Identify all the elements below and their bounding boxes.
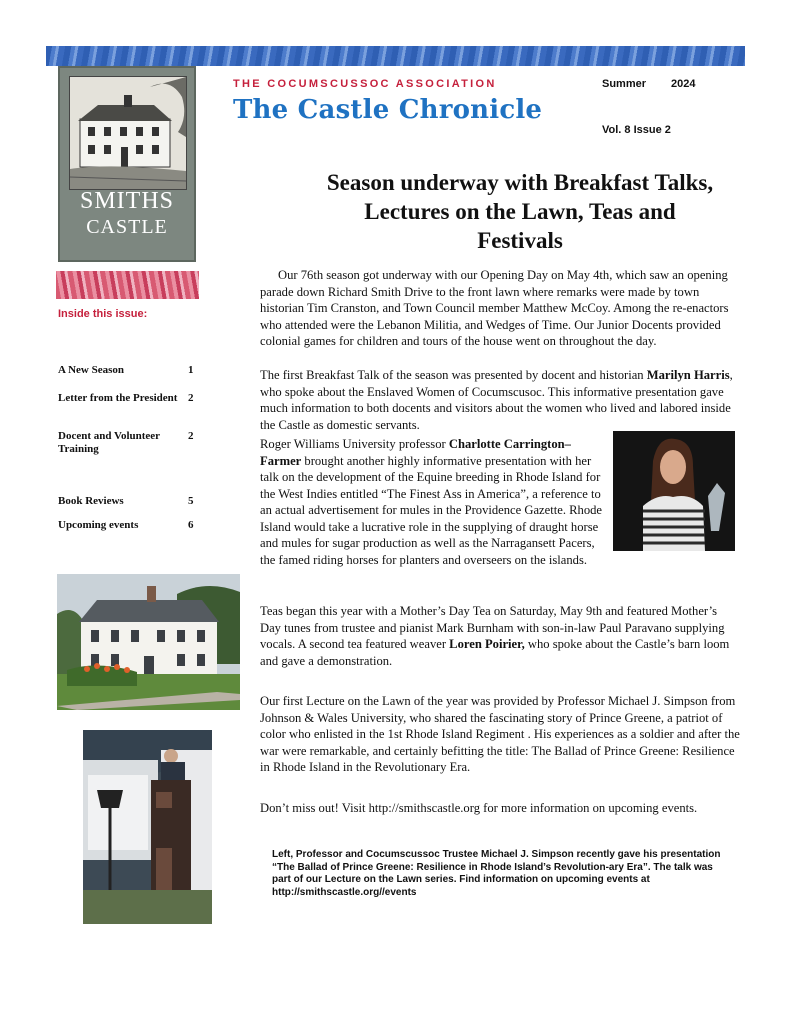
issue-season: Summer [602, 78, 647, 90]
article-paragraph: Our first Lecture on the Lawn of the year was provided by Professor Michael J. Simpson from Johnson & Wales University, who shared the fascinating story of Prince Greene, a patriot of color who enlisted in the 1st Rhode Island Regiment . His experiences as a soldier and after the war were remarkable, and certainly befitting the title: The Ballad of Prince Greene: Resilience in Rhode Island in the Revolutionary Era. [260, 694, 740, 774]
logo-text-line1: SMITHS [79, 188, 175, 214]
toc-item-page: 2 [188, 430, 194, 442]
lecture-speaker-photo [83, 730, 212, 924]
logo-text-line2: CASTLE [86, 216, 168, 238]
speaker-portrait-photo [613, 431, 735, 551]
toc-item-page: 1 [188, 364, 194, 376]
issue-volume: Vol. 8 Issue 2 [602, 124, 671, 136]
speaker-name: Charlotte Carrington–Farmer [260, 437, 571, 468]
paragraph-text: brought another highly informative presentation with her talk on the development of the Equine breeding in Rhode Island for the West Indies entitled “The Finest Ass in America”, a reference to an actual advertisement for mules in the Providence Gazette. Rhode Island would take a lucrative role in the supplying of draught horse and mules for sugar production as well as the Narragansett Pacers, the famed riding horses for planters and overseers on the islands. [260, 453, 603, 567]
toc-item-page: 2 [188, 392, 194, 404]
issue-year: 2024 [671, 78, 696, 90]
paragraph-text: , who spoke about the Enslaved Women of Cocumscusoc. This informative presentation gave much information to both docents and visitors about the women who lived and labored inside the Castle as domestic servants. [260, 368, 733, 432]
article-headline: Season underway with Breakfast Talks, Lectures on the Lawn, Teas and Festivals [326, 170, 714, 253]
inside-issue-heading: Inside this issue: [58, 308, 148, 320]
photo-caption: Left, Professor and Cocumscussoc Trustee Michael J. Simpson recently gave his presentation “The Ballad of Prince Greene: Resilience in Rhode Island’s Revolution-ary Era”. The talk was part of our Lecture on the Lawn series. Find information on upcoming events at http://smithscastle.org//events [272, 849, 721, 898]
decorative-top-band [46, 46, 745, 66]
toc-item-page: 5 [188, 495, 194, 507]
article-paragraph [260, 603, 737, 669]
article-paragraph[interactable]: Don’t miss out! Visit http://smithscastle.org for more information on upcoming events. [260, 801, 698, 815]
smiths-castle-house-photo [57, 574, 240, 710]
newsletter-title: The Castle Chronicle [233, 95, 543, 125]
toc-item-label[interactable]: Docent and Volunteer Training [58, 430, 160, 455]
toc-item-label[interactable]: Book Reviews [58, 495, 124, 507]
paragraph-text: who spoke about the Castle’s barn loom and gave a demonstration. [260, 637, 730, 668]
speaker-name: Loren Poirier, [449, 637, 525, 651]
paragraph-text: Teas began this year with a Mother’s Day Tea on Saturday, May 9th and featured Mother’s Day tunes from trustee and pianist Mark Burnham with son-in-law Paul Paravano supplying vocals. A second tea featured weaver [260, 604, 725, 651]
toc-item-label[interactable]: Letter from the President [58, 392, 178, 404]
toc-item-label[interactable]: Upcoming events [58, 519, 139, 531]
toc-item-label[interactable]: A New Season [58, 364, 125, 376]
article-paragraph [260, 367, 737, 433]
article-paragraph: Our 76th season got underway with our Opening Day on May 4th, which saw an opening parade down Richard Smith Drive to the front lawn where remarks were made by town historian Tim Cranston, and Town Council member Matthew McCoy. Among the re-enactors who attended were the Lebanon Militia, and Wedges of Time. Our Junior Docents provided colonial games for children and tours of the house went on throughout the day. [260, 268, 729, 348]
decorative-pink-band [56, 271, 199, 299]
toc-item-page: 6 [188, 519, 194, 531]
smiths-castle-logo [58, 66, 196, 262]
paragraph-text: The first Breakfast Talk of the season was presented by docent and historian [260, 368, 647, 382]
article-paragraph [260, 436, 604, 568]
castle-engraving-image [69, 76, 187, 190]
association-name: THE COCUMSCUSSOC ASSOCIATION [233, 78, 497, 90]
speaker-name: Marilyn Harris [646, 368, 730, 382]
paragraph-text: Roger Williams University professor [260, 437, 449, 451]
